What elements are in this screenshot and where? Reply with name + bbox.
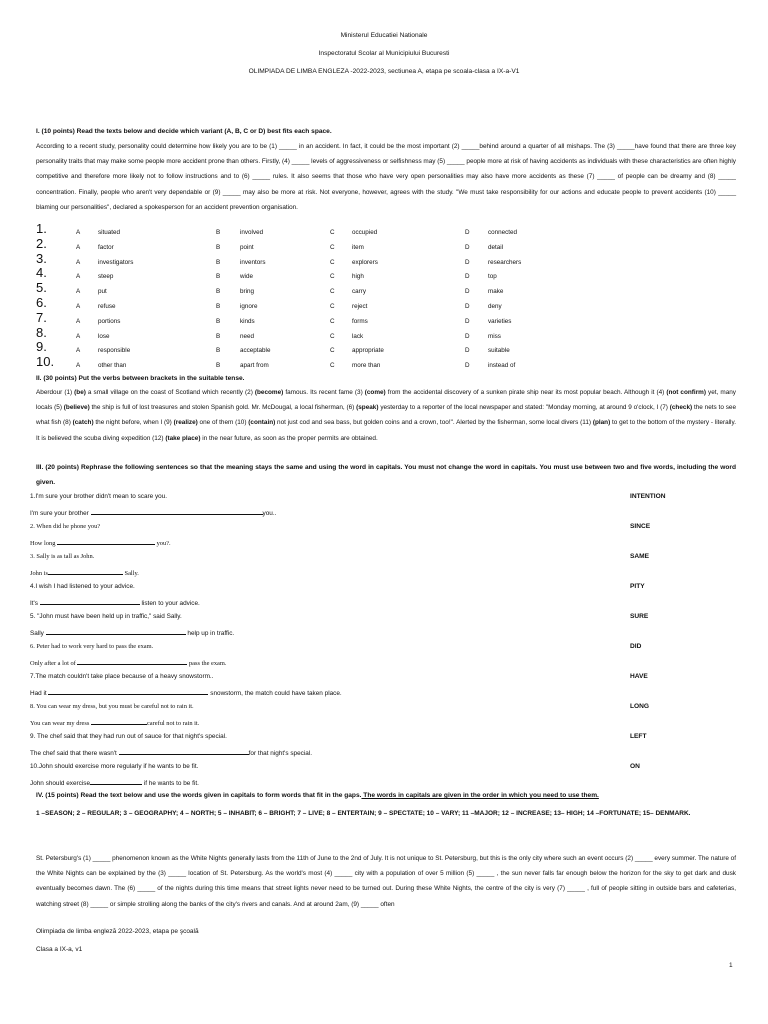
option-letter-b: B <box>216 303 221 310</box>
answer-blank[interactable] <box>77 658 187 665</box>
option-letter-a: A <box>76 273 81 281</box>
option-d: deny <box>488 303 502 310</box>
part4-title-note: The words in capitals are given in the order in which you need to use them. <box>361 792 599 799</box>
option-c: explorers <box>352 258 378 266</box>
option-letter-c: C <box>330 303 335 310</box>
option-c: carry <box>352 288 366 296</box>
question-number: 3. <box>36 250 47 266</box>
option-b: bring <box>240 288 255 296</box>
choice-row <box>0 354 768 374</box>
option-d: instead of <box>488 362 516 370</box>
choice-row <box>0 235 768 256</box>
option-a: steep <box>98 273 114 281</box>
rephrase-answer-line: Only after a lot of pass the exam. <box>30 660 227 667</box>
option-a: refuse <box>98 303 116 310</box>
option-c: more than <box>352 362 381 370</box>
option-b: acceptable <box>240 347 271 355</box>
rephrase-keyword: LEFT <box>630 733 647 740</box>
option-letter-d: D <box>465 243 470 251</box>
question-number: 10. <box>36 354 55 370</box>
rephrase-answer-line: John is Sally. <box>30 570 139 577</box>
rephrase-question: 5. "John must have been held up in traffic," said Sally. <box>30 613 182 620</box>
rephrase-answer-line: I'm sure your brother you.. <box>30 510 277 517</box>
part4-word-list: 1 –SEASON; 2 – REGULAR; 3 – GEOGRAPHY; 4 – NORTH; 5 – INHABIT; 6 – BRIGHT; 7 – LIVE; 8 – ENTERTAIN; 9 – SPECTATE; 10 – VARY; 11 –MAJOR; 12 – INCREASE; 13– HIGH; 14 –FORTUNATE; 15– DENMARK. <box>36 810 691 817</box>
option-b: need <box>240 332 255 340</box>
footer-class: Clasa a IX-a, v1 <box>36 946 83 953</box>
option-d: miss <box>488 332 501 340</box>
rephrase-keyword: DID <box>630 643 642 650</box>
option-letter-a: A <box>76 362 81 370</box>
question-number: 8. <box>36 324 47 340</box>
rephrase-answer-line: The chef said that there wasn't for that night's special. <box>30 750 312 757</box>
question-number: 7. <box>36 309 47 325</box>
option-letter-a: A <box>76 243 81 251</box>
part4-text: St. Petersburg's (1) _____ phenomenon known as the White Nights generally lasts from the 11th of June to the 2nd of July. It is not unique to St. Petersburg, but this is the only city where such an event occurs (2) _____ every summer. The nature of the White Nights can be explained by the (3) _____ location of St. Petersburg. As the world's most (4) _____ city with a population of over 5 million (5) _____ , the sun never falls far enough below the horizon for the sky to get dark and dusk eventually becomes dawn. The (6) _____ of the nights during this time means that street lights never need to be turned out. During these White Nights, the centre of the city is very (7) _____ , full of people sitting in outside bars and cafeterias, watching street (8) _____ or simple strolling along the banks of the city's rivers and canals. And at around 2am, (9) _____ often <box>36 855 736 908</box>
option-letter-a: A <box>76 229 81 236</box>
answer-blank[interactable] <box>91 718 147 725</box>
option-a: put <box>98 288 107 296</box>
rephrase-answer-line: How long you?. <box>30 540 171 547</box>
option-c: high <box>352 273 364 281</box>
rephrase-question: 1.I'm sure your brother didn't mean to scare you. <box>30 493 168 500</box>
answer-blank[interactable] <box>57 538 155 545</box>
rephrase-keyword: HAVE <box>630 673 648 680</box>
rephrase-keyword: ON <box>630 763 640 770</box>
option-b: involved <box>240 229 264 236</box>
option-letter-b: B <box>216 243 221 251</box>
part1-title: I. (10 points) Read the texts below and decide which variant (A, B, C or D) best fits each space. <box>36 128 332 135</box>
option-letter-a: A <box>76 303 81 310</box>
option-letter-d: D <box>465 317 470 325</box>
option-d: make <box>488 288 504 296</box>
part2-title: II. (30 points) Put the verbs between brackets in the suitable tense. <box>36 375 245 382</box>
part4-title <box>36 792 599 799</box>
option-d: connected <box>488 229 518 236</box>
rephrase-answer-line: It's listen to your advice. <box>30 600 200 607</box>
option-a: portions <box>98 317 121 325</box>
option-c: appropriate <box>352 347 384 355</box>
option-letter-c: C <box>330 317 335 325</box>
question-number: 4. <box>36 265 47 281</box>
answer-blank[interactable] <box>48 568 123 575</box>
option-letter-c: C <box>330 332 335 340</box>
option-letter-d: D <box>465 347 470 355</box>
option-b: ignore <box>240 303 258 310</box>
option-c: reject <box>352 303 368 310</box>
rephrase-question: 9. The chef said that they had run out of sauce for that night's special. <box>30 733 227 740</box>
option-d: varieties <box>488 317 512 325</box>
option-letter-a: A <box>76 258 81 266</box>
part3-title: III. (20 points) Rephrase the following sentences so that the meaning stays the same and using the word in capitals. You must not change the word in capitals. You must use between two and five words, including the word given. <box>36 464 736 487</box>
option-c: occupied <box>352 229 378 236</box>
choice-row <box>0 339 768 359</box>
option-a: other than <box>98 362 127 370</box>
ministry-header: Ministerul Educatiei Nationale <box>340 32 428 39</box>
answer-blank[interactable] <box>40 598 140 605</box>
question-number: 9. <box>36 339 47 355</box>
option-a: responsible <box>98 347 131 355</box>
option-d: suitable <box>488 347 510 355</box>
part1-text: According to a recent study, personality could determine how likely you are to be (1) _____ in an accident. In fact, it could be the most important (2) _____behind around a quarter of all mishaps. The (3) _____have found that there are three key personality traits that may make some people more accident prone than others. Firstly, (4) _____ levels of aggressiveness or selfishness may (5) _____ people more at risk of having accidents as individuals with these characteristics are often highly competitive and therefore more likely not to follow instructions and to (6) _____ rules. It also seems that those who have very open personalities may also have more accidents as these (7) _____ of people can be dreamy and (8) _____ concentration. Finally, people who aren't very dependable or (9) _____ may also be more at risk. Not everyone, however, agrees with the study. "We must take responsibility for our actions and educate people to prevent accidents (10) _____ blaming our personalities", declared a spokesperson for an accident prevention organisation. <box>36 143 737 211</box>
option-letter-c: C <box>330 362 335 370</box>
question-number: 5. <box>36 280 47 296</box>
question-number: 2. <box>36 235 47 251</box>
option-a: investigators <box>98 258 134 266</box>
option-letter-b: B <box>216 347 221 355</box>
option-c: forms <box>352 317 368 325</box>
rephrase-question: 7.The match couldn't take place because of a heavy snowstorm.. <box>30 673 214 680</box>
question-number: 6. <box>36 295 47 310</box>
olympiad-header: OLIMPIADA DE LIMBA ENGLEZA -2022-2023, sectiunea A, etapa pe scoala-clasa a IX-a-V1 <box>248 68 520 75</box>
option-d: researchers <box>488 258 522 266</box>
choice-row <box>0 280 768 300</box>
option-letter-b: B <box>216 229 221 236</box>
option-b: wide <box>240 273 253 281</box>
option-letter-c: C <box>330 273 335 281</box>
option-b: apart from <box>240 362 269 370</box>
option-letter-d: D <box>465 288 470 296</box>
choice-row <box>0 324 768 345</box>
rephrase-question: 10.John should exercise more regularly if he wants to be fit. <box>30 763 199 770</box>
option-letter-d: D <box>465 258 470 266</box>
answer-blank[interactable] <box>90 778 142 785</box>
footer-olympiad: Olimpiada de limba engleză 2022-2023, etapa pe şcoală <box>36 928 199 935</box>
answer-blank[interactable] <box>48 688 208 695</box>
part2-text: Aberdour (1) (be) a small village on the coast of Scotland which recently (2) (become) famous. Its recent fame (3) (come) from the accidental discovery of a sunken pirate ship near its most popular beach. Although it (4) (not confirm) yet, many locals (5) (believe) the ship is full of lost treasures and stolen Spanish gold. Mr. McDougal, a local fisherman, (6) (speak) yesterday to a reporter of the local newspaper and stated: "Monday morning, at around 9 o'clock, I (7) (check) the nets to see what fish (8) (catch) the night before, when I (9) (realize) one of them (10) (contain) not just cod and sea bass, but golden coins and a crown, too!". Alerted by the fisherman, some local divers (11) (plan) to get to the bottom of the mystery - literally. It is believed the scuba diving expedition (12) (take place) in the near future, as soon as the proper permits are obtained. <box>36 389 736 442</box>
answer-blank[interactable] <box>119 748 249 755</box>
option-letter-c: C <box>330 288 335 296</box>
option-c: lack <box>352 332 364 340</box>
rephrase-question: 6. Peter had to work very hard to pass the exam. <box>30 643 154 650</box>
rephrase-question: 4.I wish I had listened to your advice. <box>30 583 135 590</box>
option-b: inventors <box>240 258 266 266</box>
rephrase-keyword: LONG <box>630 703 650 710</box>
option-letter-b: B <box>216 317 221 325</box>
option-letter-c: C <box>330 347 335 355</box>
option-letter-b: B <box>216 258 221 266</box>
answer-blank[interactable] <box>46 628 186 635</box>
rephrase-keyword: SAME <box>630 553 650 560</box>
rephrase-answer-line: Sally help up in traffic. <box>30 630 235 637</box>
option-a: lose <box>98 332 110 340</box>
rephrase-answer-line: You can wear my dress careful not to rain it. <box>30 720 200 727</box>
option-b: kinds <box>240 317 255 325</box>
choice-row <box>0 250 768 271</box>
option-letter-d: D <box>465 273 470 281</box>
rephrase-keyword: INTENTION <box>630 493 666 500</box>
option-letter-b: B <box>216 273 221 281</box>
option-letter-c: C <box>330 258 335 266</box>
rephrase-keyword: SINCE <box>630 523 651 530</box>
option-letter-b: B <box>216 288 221 296</box>
option-letter-a: A <box>76 288 81 296</box>
option-letter-c: C <box>330 243 335 251</box>
choice-row <box>0 309 768 330</box>
page-number: 1 <box>729 962 733 969</box>
option-letter-b: B <box>216 362 221 370</box>
option-c: item <box>352 243 364 251</box>
option-letter-b: B <box>216 332 221 340</box>
option-d: top <box>488 273 497 281</box>
option-letter-d: D <box>465 303 470 310</box>
inspectorate-header: Inspectoratul Scolar al Municipiului Bucuresti <box>318 50 450 57</box>
option-a: situated <box>98 229 121 236</box>
option-letter-a: A <box>76 347 81 355</box>
rephrase-answer-line: Had it snowstorm, the match could have taken place. <box>30 690 342 697</box>
question-number: 1. <box>36 221 47 236</box>
option-d: detail <box>488 243 504 251</box>
choice-row <box>0 221 768 241</box>
part4-title-main: IV. (15 points) Read the text below and use the words given in capitals to form words that fit in the gaps. <box>36 792 362 799</box>
option-letter-c: C <box>330 229 335 236</box>
rephrase-question: 3. Sally is as tall as John. <box>30 553 95 560</box>
option-letter-a: A <box>76 332 81 340</box>
option-letter-a: A <box>76 317 81 325</box>
rephrase-keyword: PITY <box>630 583 645 590</box>
rephrase-question: 2. When did he phone you? <box>30 523 101 530</box>
rephrase-answer-line: John should exercise if he wants to be fit. <box>30 780 199 787</box>
option-a: factor <box>98 243 114 251</box>
option-letter-d: D <box>465 229 470 236</box>
rephrase-keyword: SURE <box>630 613 649 620</box>
answer-blank[interactable] <box>91 508 263 515</box>
option-letter-d: D <box>465 332 470 340</box>
option-b: point <box>240 243 254 251</box>
choice-row <box>0 265 768 285</box>
choice-row <box>0 295 768 315</box>
rephrase-question: 8. You can wear my dress, but you must be careful not to rain it. <box>30 703 194 710</box>
option-letter-d: D <box>465 362 470 370</box>
